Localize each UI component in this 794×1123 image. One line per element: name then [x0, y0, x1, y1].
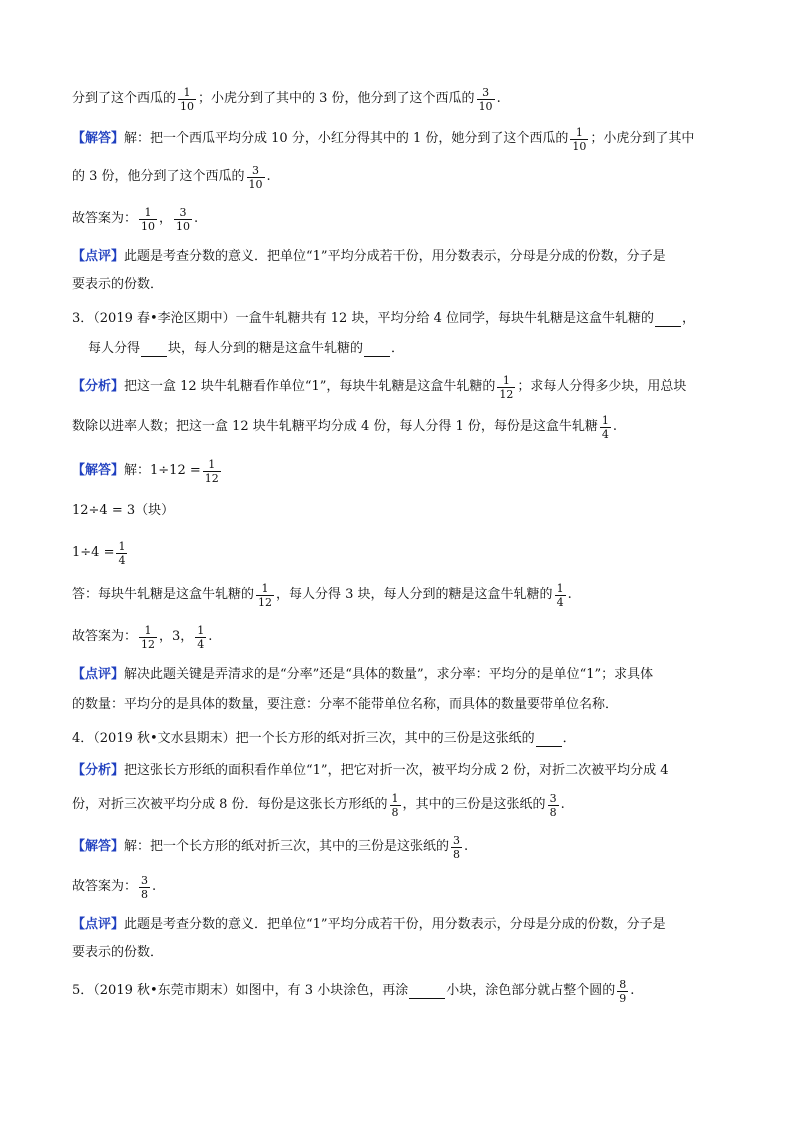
text-segment: ，3， — [159, 629, 194, 644]
text-segment: 把这张长方形纸的面积看作单位“1”，把它对折一次，被平均分成 2 份，对折二次被平均分成 4 — [124, 763, 669, 778]
text-line — [72, 582, 724, 608]
fraction-numerator: 3 — [453, 833, 461, 847]
answer-section — [72, 458, 724, 484]
text-segment: . — [464, 839, 469, 854]
text-segment: 份，对折三次被平均分成 8 份．每份是这张长方形纸的 — [72, 797, 388, 812]
text-segment: . — [560, 797, 565, 812]
text-segment: 解：1÷12 = — [124, 463, 201, 478]
analysis-tag: 【分析】 — [72, 763, 125, 778]
fraction-denominator: 10 — [176, 219, 191, 233]
text-segment: ；小虎分到了其中 — [590, 131, 695, 146]
fraction-numerator: 3 — [179, 205, 187, 219]
text-segment: . — [496, 91, 501, 106]
text-segment: 3．（2019 春•李沧区期中）一盒牛轧糖共有 12 块，平均分给 4 位同学，每块牛轧糖是这盒牛轧糖的 — [72, 311, 654, 326]
text-line — [72, 272, 724, 298]
fraction — [548, 792, 559, 819]
text-segment: 故答案为： — [72, 211, 138, 226]
fraction-denominator: 8 — [453, 847, 461, 861]
comment-tag: 【点评】 — [72, 667, 125, 682]
comment-tag: 【点评】 — [72, 917, 125, 932]
fraction — [203, 458, 221, 485]
text-line — [72, 86, 724, 112]
fraction — [600, 414, 611, 441]
fraction-numerator: 3 — [252, 163, 260, 177]
fraction-denominator: 12 — [258, 595, 273, 609]
comment-section — [72, 244, 724, 270]
fraction-numerator: 1 — [208, 457, 216, 471]
text-line — [72, 792, 724, 818]
comment-section — [72, 662, 724, 688]
fraction-numerator: 1 — [197, 623, 205, 637]
fraction — [116, 540, 127, 567]
question-4 — [72, 726, 724, 752]
text-line — [72, 692, 724, 718]
text-segment: . — [194, 211, 199, 226]
text-segment: 12÷4 = 3（块） — [72, 503, 175, 518]
fraction-denominator: 10 — [478, 99, 493, 113]
fraction-numerator: 3 — [549, 791, 557, 805]
fraction-numerator: 8 — [619, 977, 627, 991]
text-line — [72, 498, 724, 524]
fraction — [555, 582, 566, 609]
text-line — [72, 414, 724, 440]
text-segment: 把这一盒 12 块牛轧糖看作单位“1”，每块牛轧糖是这盒牛轧糖的 — [124, 379, 496, 394]
fraction — [451, 834, 462, 861]
text-segment: 数除以进率人数；把这一盒 12 块牛轧糖平均分成 4 份，每人分得 1 份，每份是这盒牛轧糖 — [72, 419, 598, 434]
text-segment: . — [152, 879, 157, 894]
fraction-denominator: 9 — [619, 991, 627, 1005]
text-segment: ，其中的三份是这张纸的 — [402, 797, 546, 812]
fraction-numerator: 1 — [183, 85, 191, 99]
text-segment: . — [630, 983, 635, 998]
fraction — [195, 624, 206, 651]
text-line — [72, 940, 724, 966]
text-segment: . — [208, 629, 213, 644]
fraction-numerator: 1 — [118, 539, 126, 553]
answer-tag: 【解答】 — [72, 131, 125, 146]
fraction — [570, 126, 588, 153]
text-segment: 1÷4 = — [72, 545, 115, 560]
answer-tag: 【解答】 — [72, 839, 125, 854]
text-segment: 每人分得 — [88, 341, 141, 356]
fraction — [139, 874, 150, 901]
answer-line — [72, 206, 724, 232]
fraction — [617, 978, 628, 1005]
text-segment: 分到了这个西瓜的 — [72, 91, 177, 106]
comment-tag: 【点评】 — [72, 249, 125, 264]
fraction-denominator: 4 — [601, 427, 609, 441]
fraction-numerator: 1 — [502, 373, 510, 387]
text-segment: 5．（2019 秋•东莞市期末）如图中，有 3 小块涂色，再涂 — [72, 983, 409, 998]
fraction — [497, 374, 515, 401]
fraction-numerator: 1 — [556, 581, 564, 595]
text-segment: 此题是考查分数的意义．把单位“1”平均分成若干份，用分数表示，分母是分成的份数，分子是 — [124, 249, 666, 264]
text-segment: 答：每块牛轧糖是这盒牛轧糖的 — [72, 587, 255, 602]
fraction-numerator: 1 — [601, 413, 609, 427]
answer-blank[interactable] — [655, 312, 681, 327]
answer-section — [72, 834, 724, 860]
text-segment: 要表示的份数． — [72, 277, 164, 292]
fraction-denominator: 8 — [549, 805, 557, 819]
fraction-numerator: 1 — [144, 205, 152, 219]
answer-blank[interactable] — [536, 732, 562, 747]
text-segment: ；小虎分到了其中的 3 份，他分到了这个西瓜的 — [198, 91, 475, 106]
question-3 — [72, 306, 724, 332]
text-segment: ；求每人分得多少块，用总块 — [517, 379, 687, 394]
text-segment: ， — [159, 211, 173, 226]
text-segment: 故答案为： — [72, 879, 138, 894]
fraction-numerator: 3 — [141, 873, 149, 887]
answer-line — [72, 874, 724, 900]
text-segment: . — [612, 419, 618, 434]
fraction — [139, 206, 157, 233]
fraction-denominator: 10 — [180, 99, 195, 113]
text-segment: 故答案为： — [72, 629, 138, 644]
text-segment: 的数量：平均分的是具体的数量，要注意：分率不能带单位名称，而具体的数量要带单位名称． — [72, 697, 619, 712]
comment-section — [72, 912, 724, 938]
fraction — [390, 792, 401, 819]
fraction-denominator: 12 — [499, 387, 514, 401]
fraction-numerator: 1 — [144, 623, 152, 637]
text-line — [72, 540, 724, 566]
fraction-denominator: 12 — [141, 637, 156, 651]
fraction-denominator: 4 — [118, 553, 126, 567]
answer-blank[interactable] — [141, 342, 167, 357]
fraction-denominator: 10 — [141, 219, 156, 233]
answer-blank[interactable] — [364, 342, 390, 357]
text-segment: 块，每人分到的糖是这盒牛轧糖的 — [168, 341, 364, 356]
question-3-line-2 — [88, 336, 724, 362]
fraction-numerator: 1 — [575, 125, 583, 139]
analysis-section — [72, 758, 724, 784]
text-segment: ． — [562, 731, 576, 746]
text-segment: 解：把一个西瓜平均分成 10 分，小红分得其中的 1 份，她分到了这个西瓜的 — [124, 131, 569, 146]
fraction-denominator: 10 — [572, 139, 587, 153]
fraction — [139, 624, 157, 651]
text-segment: . — [567, 587, 572, 602]
fraction-denominator: 4 — [197, 637, 205, 651]
text-segment: ． — [391, 341, 405, 356]
text-segment: 解：把一个长方形的纸对折三次，其中的三份是这张纸的 — [124, 839, 450, 854]
text-segment: . — [266, 169, 271, 184]
answer-line — [72, 624, 724, 650]
fraction — [256, 582, 274, 609]
fraction-numerator: 1 — [391, 791, 399, 805]
answer-blank[interactable] — [409, 984, 445, 999]
analysis-section — [72, 374, 724, 400]
text-segment: 4．（2019 秋•文水县期末）把一个长方形的纸对折三次，其中的三份是这张纸的 — [72, 731, 535, 746]
fraction-denominator: 10 — [248, 177, 263, 191]
fraction-numerator: 3 — [482, 85, 490, 99]
text-segment: 的 3 份，他分到了这个西瓜的 — [72, 169, 245, 184]
analysis-tag: 【分析】 — [72, 379, 125, 394]
fraction-numerator: 1 — [261, 581, 269, 595]
fraction-denominator: 4 — [556, 595, 564, 609]
fraction — [477, 86, 495, 113]
text-segment: 小块，涂色部分就占整个圆的 — [446, 983, 616, 998]
fraction — [174, 206, 192, 233]
text-line — [72, 164, 724, 190]
fraction-denominator: 8 — [141, 887, 149, 901]
text-segment: 要表示的份数． — [72, 945, 164, 960]
text-segment: 解决此题关键是弄清求的是“分率”还是“具体的数量”，求分率：平均分的是单位“1”；求具体 — [124, 667, 654, 682]
fraction-denominator: 8 — [391, 805, 399, 819]
text-segment: ， — [682, 311, 696, 326]
text-segment: 此题是考查分数的意义．把单位“1”平均分成若干份，用分数表示，分母是分成的份数，分子是 — [124, 917, 666, 932]
text-segment: ，每人分得 3 块，每人分到的糖是这盒牛轧糖的 — [276, 587, 553, 602]
question-5 — [72, 978, 724, 1004]
fraction — [178, 86, 196, 113]
answer-tag: 【解答】 — [72, 463, 125, 478]
fraction — [247, 164, 265, 191]
answer-section — [72, 126, 724, 152]
fraction-denominator: 12 — [204, 471, 219, 485]
